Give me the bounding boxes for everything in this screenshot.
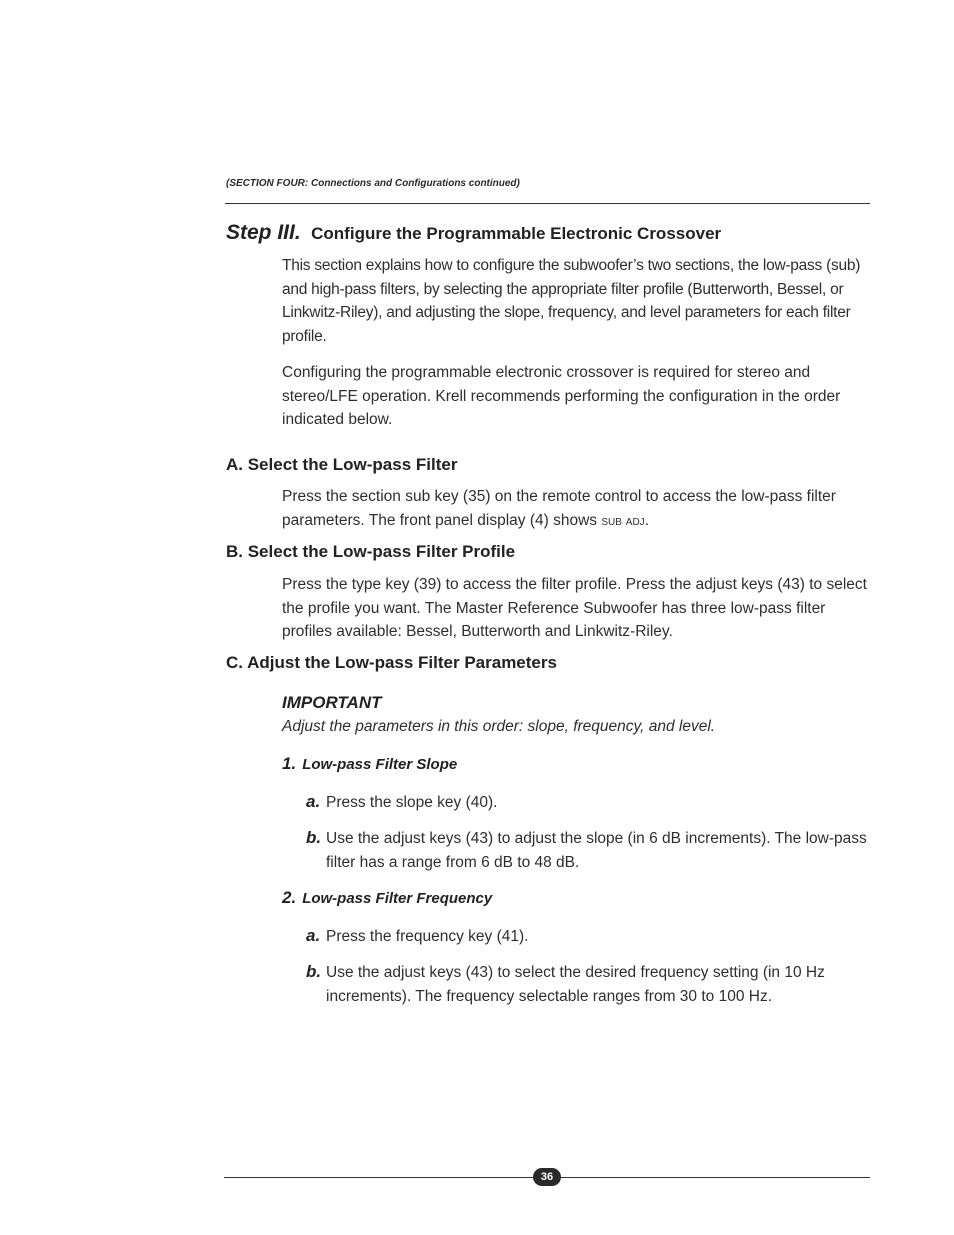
section-a-body [282, 485, 872, 532]
intro-paragraph: This section explains how to configure the subwoofer’s two sections, the low-pass (sub) and high-pass filters, by selecting the appropriate filter profile (Butterworth, Bessel, or Linkwitz-Riley), and adjusting the slope, frequency, and level parameters for each filter profile. [282, 257, 861, 345]
section-a-body-prefix: Press the section sub key (35) on the remote control to access the low-pass filter parameters. The front panel display (4) shows [282, 488, 836, 529]
item-letter: a. [306, 926, 321, 945]
step-1-item-b [306, 826, 886, 875]
section-b-body: Press the type key (39) to access the filter profile. Press the adjust keys (43) to select the profile you want. The Master Reference Subwoofer has three low-pass filter profiles available: Bessel, Butterworth and Linkwitz-Riley. [282, 576, 867, 640]
item-text: Press the slope key (40). [326, 794, 498, 811]
step-label: Step III. [226, 221, 301, 244]
section-a-body-suffix: . [644, 511, 649, 529]
item-letter: a. [306, 792, 321, 811]
page-number-badge: 36 [533, 1168, 561, 1186]
step-2-number: 2. [282, 888, 297, 907]
important-note: Adjust the parameters in this order: slope, frequency, and level. [282, 718, 716, 735]
step-1-heading [282, 754, 457, 774]
item-letter: b. [306, 962, 322, 981]
step-1-item-a [306, 790, 886, 815]
important-label: IMPORTANT [282, 693, 382, 712]
requirement-paragraph: Configuring the programmable electronic crossover is required for stereo and stereo/LFE operation. Krell recommends performing the configuration in the order indicated below. [282, 364, 841, 428]
item-text: Use the adjust keys (43) to select the desired frequency setting (in 10 Hz increments). The frequency selectable ranges from 30 to 100 Hz. [326, 964, 825, 1005]
section-c-heading: C. Adjust the Low-pass Filter Parameters [226, 653, 557, 672]
item-letter: b. [306, 828, 322, 847]
step-1-number: 1. [282, 754, 297, 773]
display-text: sub adj [601, 511, 645, 528]
item-text: Press the frequency key (41). [326, 928, 529, 945]
step-2-heading [282, 888, 492, 908]
step-2-item-a [306, 924, 886, 949]
step-2-title: Low-pass Filter Frequency [302, 890, 493, 907]
item-text: Use the adjust keys (43) to adjust the slope (in 6 dB increments). The low-pass filter has a range from 6 dB to 48 dB. [326, 830, 867, 871]
step-title: Configure the Programmable Electronic Crossover [311, 224, 722, 243]
section-b-heading: B. Select the Low-pass Filter Profile [226, 542, 516, 561]
section-header-note: (SECTION FOUR: Connections and Configurations continued) [226, 178, 520, 189]
section-a-heading: A. Select the Low-pass Filter [226, 455, 458, 474]
step-heading [226, 221, 721, 245]
step-2-item-b [306, 960, 886, 1009]
step-1-title: Low-pass Filter Slope [302, 756, 458, 773]
header-divider [225, 203, 870, 204]
